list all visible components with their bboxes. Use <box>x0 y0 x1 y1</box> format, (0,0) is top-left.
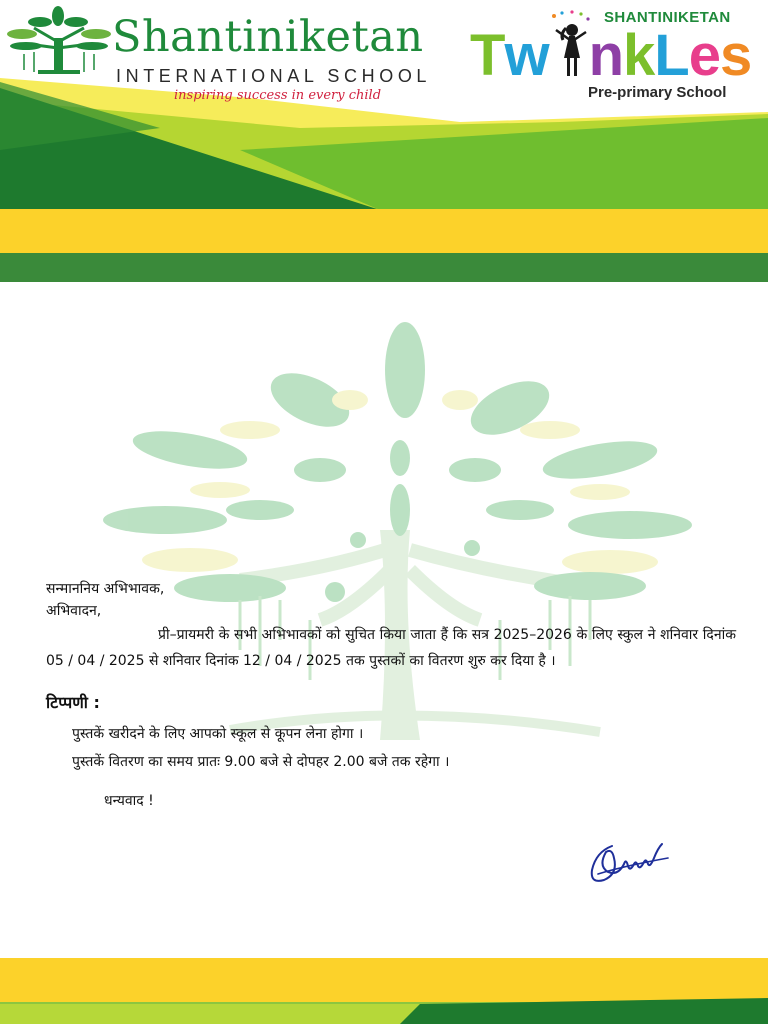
twinkles-letter: k <box>623 23 655 88</box>
twinkles-letter: T <box>470 23 505 88</box>
note-item: पुस्तकें वितरण का समय प्रातः 9.00 बजे से दोपहर 2.00 बजे तक रहेगा । <box>72 754 450 770</box>
closing: धन्यवाद ! <box>104 793 154 809</box>
school-name: Shantiniketan <box>112 12 424 62</box>
twinkles-letter: n <box>588 23 623 88</box>
signature-icon <box>584 836 674 888</box>
tree-logo-icon <box>4 4 114 76</box>
salutation: सन्माननिय अभिभावक, <box>46 581 165 597</box>
twinkles-letter: w <box>504 23 549 88</box>
twinkles-letter: i <box>548 23 564 88</box>
note-item: पुस्तकें खरीदने के लिए आपको स्कूल से कूपन लेना होगा । <box>72 726 364 742</box>
letter-body <box>46 578 736 812</box>
twinkles-letter: s <box>719 23 752 88</box>
twinkles-subtitle: Pre-primary School <box>588 84 727 101</box>
twinkles-wordmark <box>470 24 751 88</box>
girl-with-wand-icon <box>548 10 592 82</box>
twinkles-top-label: SHANTINIKETAN <box>604 9 731 26</box>
announcement-paragraph <box>46 622 736 674</box>
footer-band <box>0 958 768 1024</box>
twinkles-letter: e <box>688 23 720 88</box>
greeting: अभिवादन, <box>46 603 102 619</box>
school-subtitle: INTERNATIONAL SCHOOL <box>116 66 432 86</box>
note-title: टिप्पणी : <box>46 693 100 712</box>
twinkles-letter: L <box>654 23 689 88</box>
school-tagline: inspiring success in every child <box>174 88 382 103</box>
letterhead <box>0 0 768 282</box>
announcement-text: प्री–प्रायमरी के सभी अभिभावकों को सुचित किया जाता हैं कि सत्र 2025–2026 के लिए स्कुल ने शनिवार दिनांक 05 / 04 / 2025 से शनिवार दिनांक 12 / 04 / 2025 तक पुस्तकों का वितरण शुरु कर दिया है । <box>46 627 736 669</box>
